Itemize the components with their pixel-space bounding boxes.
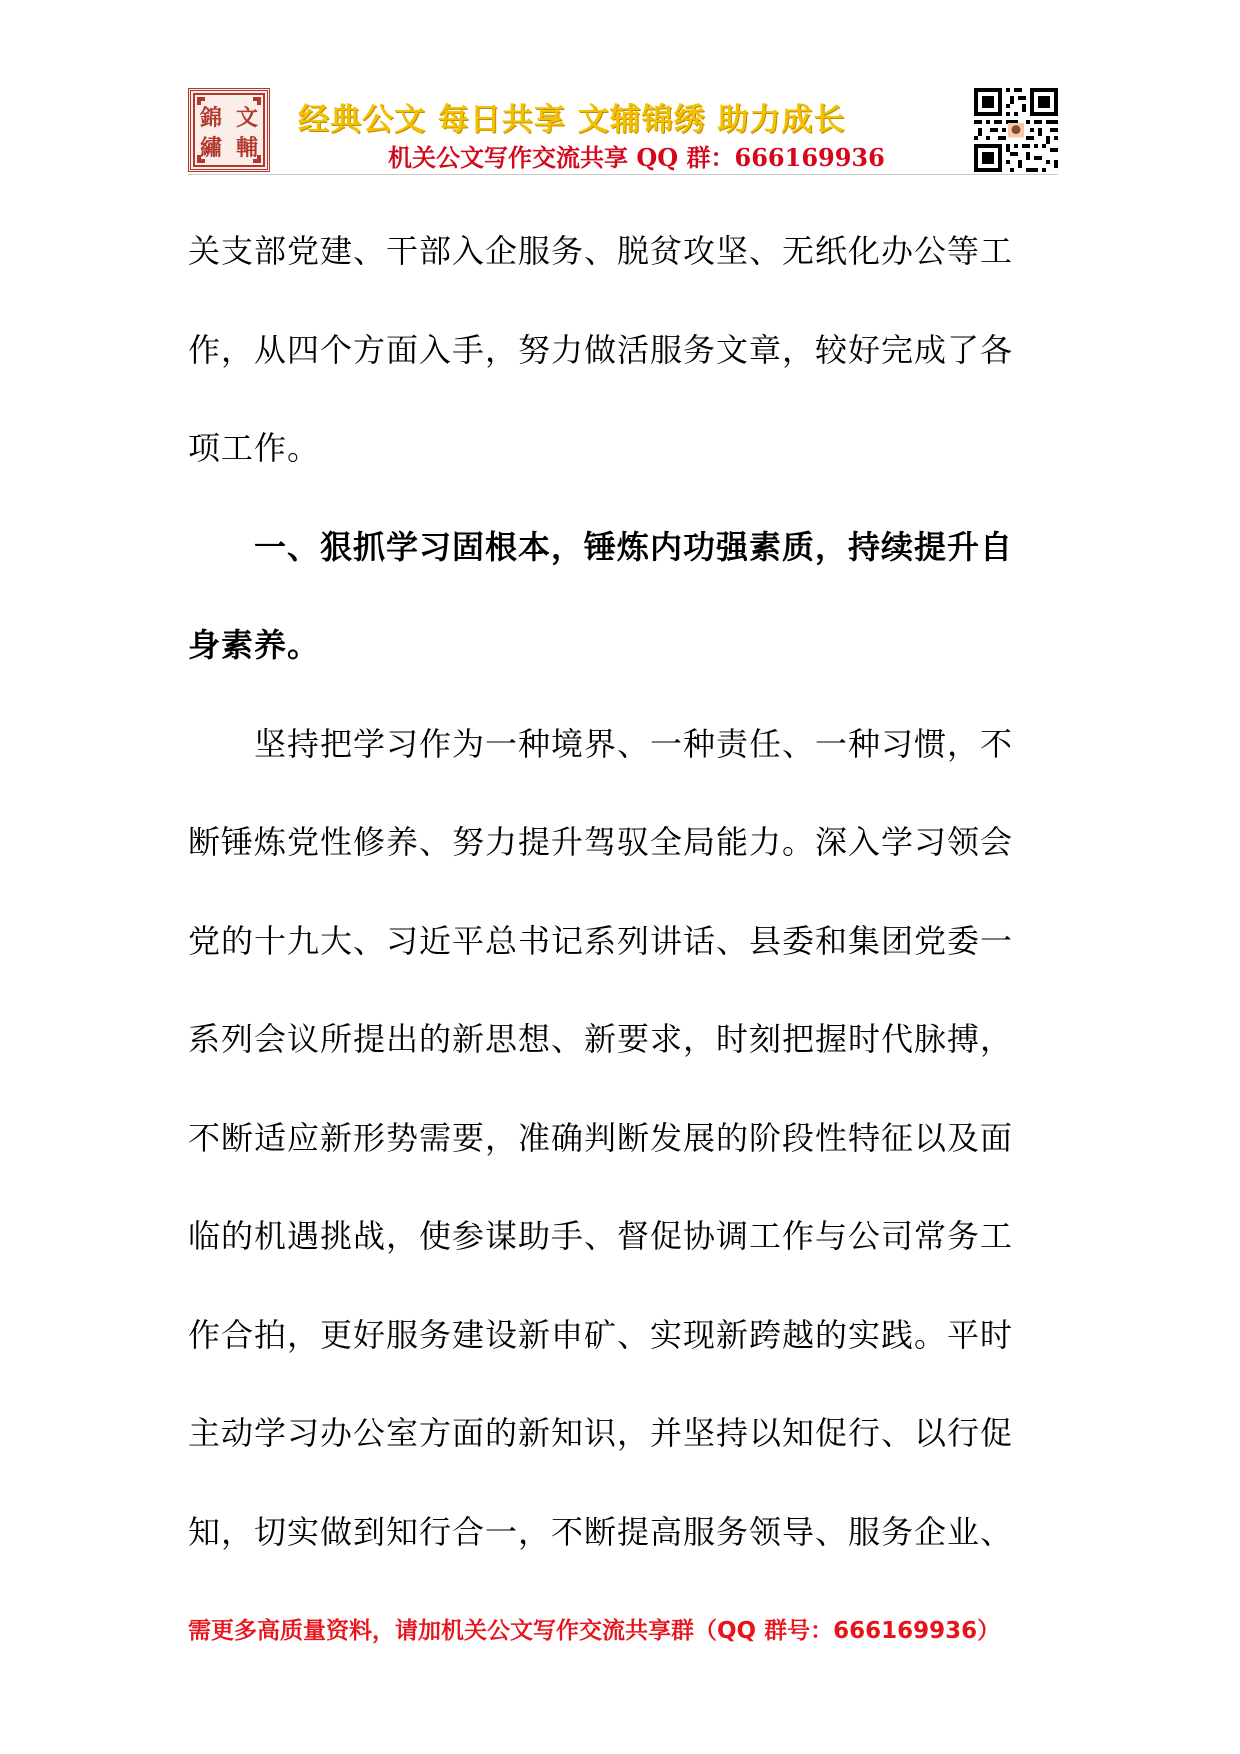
paragraph-intro-continued xyxy=(188,202,1062,498)
header-banner xyxy=(188,88,1058,178)
text-line: 项工作。 xyxy=(188,429,321,467)
text-line: 不断适应新形势需要，准确判断发展的阶段性特征以及面 xyxy=(188,1118,1014,1157)
text-line: 关支部党建、干部入企服务、脱贫攻坚、无纸化办公等工 xyxy=(188,232,1014,270)
svg-text:錦: 錦 xyxy=(199,105,223,131)
text-line: 坚持把学习作为一种境界、一种责任、一种习惯，不 xyxy=(254,724,1014,763)
text-line: 作，从四个方面入手，努力做活服务文章，较好完成了各 xyxy=(188,330,1014,369)
header-group-line: 机关公文写作交流共享 QQ 群：666169936 xyxy=(388,143,885,172)
heading-line: 一、狠抓学习固根本，锤炼内功强素质，持续提升自 xyxy=(254,527,1014,566)
document-body xyxy=(188,202,1062,1581)
section-heading-1 xyxy=(188,498,1062,695)
text-line: 断锤炼党性修养、努力提升驾驭全局能力。深入学习领会 xyxy=(188,823,1014,861)
text-line: 主动学习办公室方面的新知识，并坚持以知促行、以行促 xyxy=(188,1414,1014,1452)
qr-code-icon[interactable] xyxy=(974,88,1058,172)
text-line: 知，切实做到知行合一，不断提高服务领导、服务企业、 xyxy=(188,1512,1014,1551)
text-line: 作合拍，更好服务建设新申矿、实现新跨越的实践。平时 xyxy=(188,1315,1014,1354)
svg-text:文: 文 xyxy=(235,105,259,131)
text-line: 临的机遇挑战，使参谋助手、督促协调工作与公司常务工 xyxy=(188,1217,1014,1255)
header-slogan: 经典公文 每日共享 文辅锦绣 助力成长 xyxy=(298,102,846,138)
svg-text:繡: 繡 xyxy=(199,135,223,161)
footer-notice: 需更多高质量资料，请加机关公文写作交流共享群（QQ 群号：666169936） xyxy=(188,1618,1001,1644)
header-divider xyxy=(188,174,1058,175)
paragraph-study xyxy=(188,695,1062,1582)
brand-seal-logo xyxy=(188,88,270,172)
svg-text:輔: 輔 xyxy=(235,135,259,161)
text-line: 系列会议所提出的新思想、新要求，时刻把握时代脉搏， xyxy=(188,1020,1014,1058)
heading-line: 身素养。 xyxy=(188,626,321,664)
text-line: 党的十九大、习近平总书记系列讲话、县委和集团党委一 xyxy=(188,921,1014,960)
seal-pattern-icon xyxy=(191,91,267,169)
